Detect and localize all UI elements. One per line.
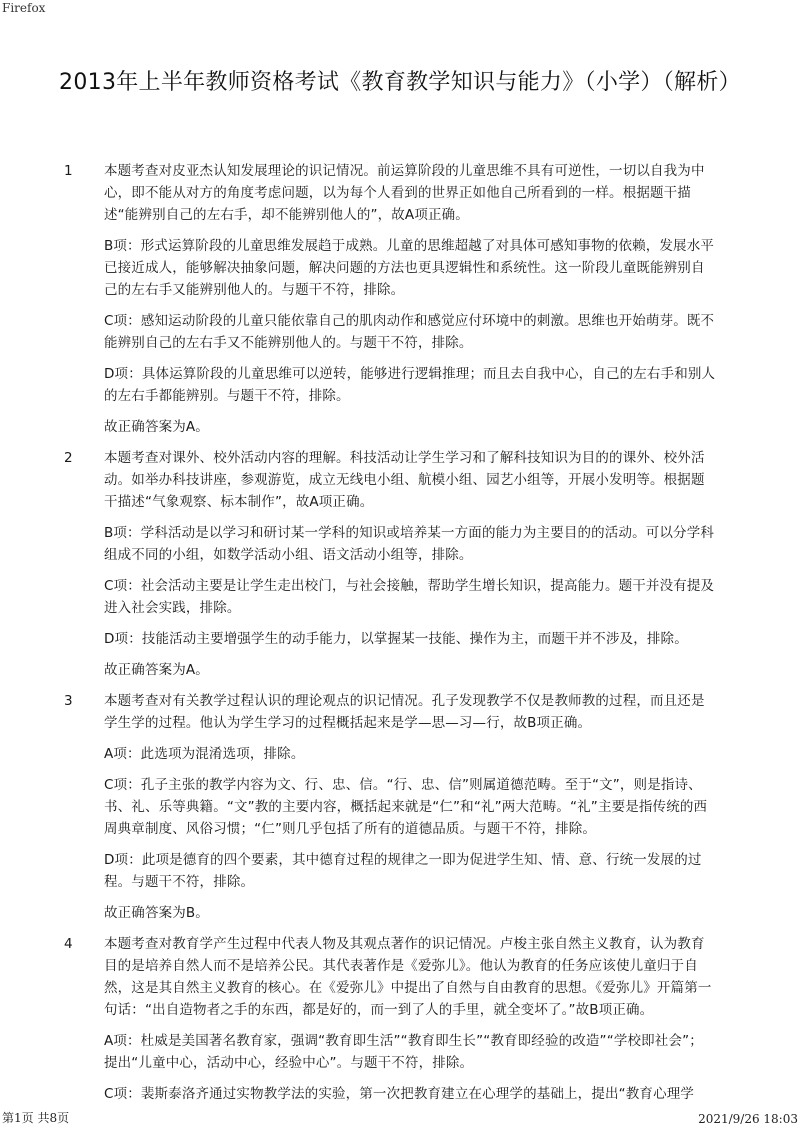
question-block [0,933,800,1105]
question-explanation: 本题考查对课外、校外活动内容的理解。科技活动让学生学习和了解科技知识为目的的课外、校外活动。如举办科技讲座，参观游览，成立无线电小组、航模小组、园艺小组等，开展小发明等。根据题干描述“气象观察、标本制作”，故A项正确。 [104,450,705,510]
browser-title: Firefox [2,1,46,15]
question-explanation: 本题考查对皮亚杰认知发展理论的识记情况。前运算阶段的儿童思维不具有可逆性，一切以自我为中心，即不能从对方的角度考虑问题，以为每个人看到的世界正如他自己所看到的一样。根据题干描述“能辨别自己的左右手，却不能辨别他人的”，故A项正确。 [104,163,705,223]
question-number: 3 [64,693,73,709]
question-number: 2 [64,450,73,466]
question-number: 1 [64,163,73,179]
print-timestamp: 2021/9/26 18:03 [698,1112,798,1126]
option-analysis: A项：此选项为混淆选项，排除。 [104,746,305,762]
question-block [0,160,800,438]
option-analysis: B项：形式运算阶段的儿童思维发展趋于成熟。儿童的思维超越了对具体可感知事物的依赖，发展水平已接近成人，能够解决抽象问题，解决问题的方法也更具逻辑性和系统性。这一阶段儿童既能辨别自己的左右手又能辨别他人的。与题干不符，排除。 [104,238,715,298]
page-counter: 第1页 共8页 [2,1111,70,1125]
option-analysis: D项：具体运算阶段的儿童思维可以逆转，能够进行逻辑推理；而且去自我中心，自己的左右手和别人的左右手都能辨别。与题干不符，排除。 [104,366,716,404]
question-number: 4 [64,936,73,952]
option-analysis: C项：社会活动主要是让学生走出校门，与社会接触，帮助学生增长知识，提高能力。题干并没有提及进入社会实践，排除。 [104,578,715,616]
option-analysis: D项：此项是德育的四个要素，其中德育过程的规律之一即为促进学生知、情、意、行统一发展的过程。与题干不符，排除。 [104,852,702,890]
question-explanation: 本题考查对教育学产生过程中代表人物及其观点著作的识记情况。卢梭主张自然主义教育，认为教育目的是培养自然人而不是培养公民。其代表著作是《爱弥儿》。他认为教育的任务应该使儿童归于自然，这是其自然主义教育的核心。在《爱弥儿》中提出了自然与自由教育的思想。《爱弥儿》开篇第一句话：“出自造物者之手的东西，都是好的，而一到了人的手里，就全变坏了。”故B项正确。 [104,936,712,1018]
option-analysis: C项：裴斯泰洛齐通过实物教学法的实验，第一次把教育建立在心理学的基础上，提出“教育心理学 [104,1086,695,1102]
option-analysis: 故正确答案为B。 [104,905,209,921]
option-analysis: B项：学科活动是以学习和研讨某一学科的知识或培养某一方面的能力为主要目的的活动。可以分学科组成不同的小组，如数学活动小组、语文活动小组等，排除。 [104,525,715,563]
option-analysis: 故正确答案为A。 [104,419,209,435]
option-analysis: 故正确答案为A。 [104,662,209,678]
option-analysis: C项：孔子主张的教学内容为文、行、忠、信。“行、忠、信”则属道德范畴。至于“文”，则是指诗、书、礼、乐等典籍。“文”教的主要内容，概括起来就是“仁”和“礼”两大范畴。“礼”主要是指传统的西周典章制度、风俗习惯；“仁”则几乎包括了所有的道德品质。与题干不符，排除。 [104,777,708,837]
option-analysis: A项：杜威是美国著名教育家，强调“教育即生活”“教育即生长”“教育即经验的改造”“学校即社会”；提出“儿童中心，活动中心，经验中心”。与题干不符，排除。 [104,1033,703,1071]
document-body [0,160,800,1114]
question-block [0,447,800,681]
question-block [0,690,800,924]
option-analysis: C项：感知运动阶段的儿童只能依靠自己的肌肉动作和感觉应付环境中的刺激。思维也开始萌芽。既不能辨别自己的左右手又不能辨别他人的。与题干不符，排除。 [104,313,715,351]
page-title: 2013年上半年教师资格考试《教育教学知识与能力》（小学）（解析） [59,70,741,95]
question-explanation: 本题考查对有关教学过程认识的理论观点的识记情况。孔子发现教学不仅是教师教的过程，而且还是学生学的过程。他认为学生学习的过程概括起来是学—思—习—行，故B项正确。 [104,693,705,731]
option-analysis: D项：技能活动主要增强学生的动手能力，以掌握某一技能、操作为主，而题干并不涉及，排除。 [104,631,688,647]
